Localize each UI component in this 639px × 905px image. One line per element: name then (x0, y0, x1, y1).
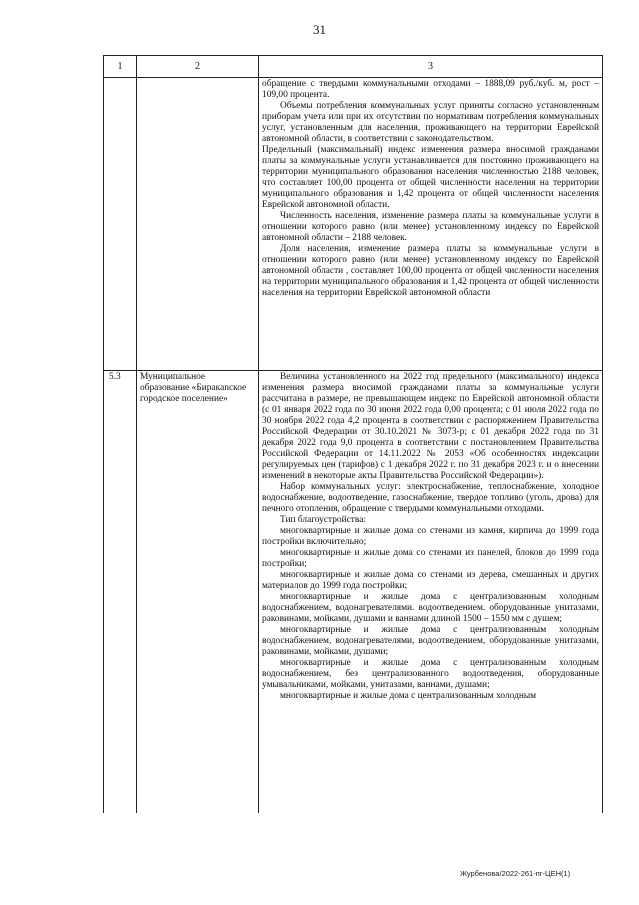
paragraph: Тип благоустройства: (280, 515, 366, 525)
paragraph: обращение с твердыми коммунальными отходами – 1888,09 руб./куб. м, рост – 109,00 процента. (262, 79, 599, 100)
row-entity-name (137, 78, 259, 371)
header-col-1: 1 (104, 56, 137, 78)
paragraph: Численность населения, изменение размера платы за коммунальные услуги в отношении которого равно (или менее) установленному индексу по Еврейской автономной области – 2188 человек. (262, 211, 599, 243)
paragraph: многоквартирные и жилые дома со стенами из камня, кирпича до 1999 года постройки включительно; (262, 526, 599, 547)
paragraph: Доля населения, изменение размера платы за коммунальные услуги в отношении которого равно (или менее) установленному индексу по Еврейской автономной области , составляет 100,00 процента от общей численности населения на территории муниципального образования и 1,42 процента от общей численности населения на территории Еврейской автономной области (262, 244, 599, 298)
paragraph: многоквартирные и жилые дома с централизованным холодным водоснабжением, без централизованного водоотведения, оборудованные умывальниками, мойками, унитазами, ваннами, душами; (262, 658, 599, 690)
row-number: 5.3 (109, 372, 121, 382)
paragraph: Величина установленного на 2022 год предельного (максимального) индекса изменения размера вносимой гражданами платы за коммунальные услуги рассчитана в размере, не превышающем индекс по Еврейской автономной области (с 01 января 2022 года по 30 июня 2022 года 0,00 процента; с 01 июля 2022 года по 30 ноября 2022 года 4,2 процента в соответствии с распоряжением Правительства Российской Федерации от 30.10.2021 № 3073-р; с 01 декабря 2022 года по 31 декабря 2022 года 9,0 процента в соответствии с постановлением Правительства Российской Федерации от 14.11.2022 № 2053 «Об особенностях индексации регулируемых цен (тарифов) с 1 декабря 2022 г. по 31 декабря 2023 г. и о внесении изменений в некоторые акты Правительства Российской Федерации»). (262, 372, 599, 481)
row-number (104, 78, 137, 371)
paragraph: Набор коммунальных услуг: электроснабжение, теплоснабжение, холодное водоснабжение, водоотведение, газоснабжение, твердое топливо (уголь, дрова) для печного отопления, обращение с твердыми коммунальными отходами. (262, 482, 599, 514)
paragraph: Предельный (максимальный) индекс изменения размера вносимой гражданами платы за коммунальные услуги устанавливается для постоянно проживающего на территории муниципального образования населения численностью 2188 человек, что составляет 100,00 процента от общей численности населения на территории муниципального образования и 1,42 процента от общей численности населения Еврейской автономной области. (262, 145, 599, 210)
table-header-row (104, 56, 603, 78)
row-number-cell (104, 371, 137, 814)
paragraph: многоквартирные и жилые дома с централизованным холодным (280, 691, 537, 701)
row-description (259, 78, 603, 371)
paragraph: многоквартирные и жилые дома с централизованным холодным водоснабжением, водонагревателями, водоотведением, оборудованные унитазами, раковинами, мойками, душами; (262, 625, 599, 657)
paragraph: многоквартирные и жилые дома со стенами из дерева, смешанных и других материалов до 1999 года постройки; (262, 570, 599, 591)
header-col-2: 2 (137, 56, 259, 78)
paragraph: многоквартирные и жилые дома со стенами из панелей, блоков до 1999 года постройки; (262, 548, 599, 569)
paragraph: многоквартирные и жилые дома с централизованным холодным водоснабжением, водонагревателями. водоотведением. оборудованные унитазами, раковинами, мойками, душами и ваннами длиной 1500 – 1550 мм с душем; (262, 592, 599, 624)
paragraph: Объемы потребления коммунальных услуг приняты согласно установленным приборам учета или при их отсутствии по нормативам потребления коммунальных услуг, установленным для населения, проживающего на территории Еврейской автономной области, в соответствии с законодательством. (262, 101, 599, 144)
row-description (259, 371, 603, 814)
page-number: 31 (313, 22, 326, 37)
header-col-3: 3 (259, 56, 603, 78)
table-row (104, 371, 603, 814)
row-entity-name: Муниципальное образование «Биракanское городское поселение» (137, 371, 259, 814)
document-code: Журбенова/2022-261-пг-ЦЕН(1) (460, 869, 571, 878)
table-row (104, 78, 603, 371)
document-table (103, 55, 603, 813)
